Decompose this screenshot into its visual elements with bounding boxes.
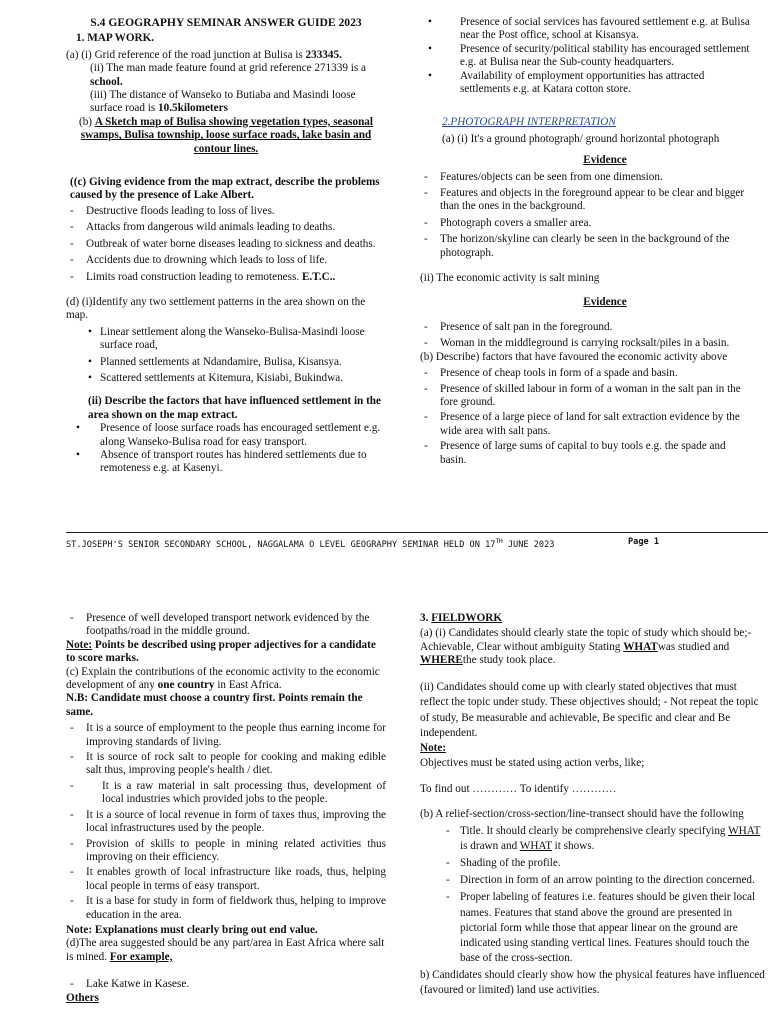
note-end-value: Note: Explanations must clearly bring out end value. <box>66 923 318 936</box>
contributions-list <box>66 722 386 922</box>
fieldwork-a: (a) (i) Candidates should clearly state the topic of study which should be;- Achievable, Clear without ambiguity Stating WHATwas studied and WHEREthe study took place. <box>420 627 752 667</box>
list-item: - Presence of cheap tools in form of a spade and basin. <box>420 367 750 380</box>
page-separator <box>0 556 768 602</box>
objectives-text: Objectives must be stated using action verbs, like; <box>420 757 645 770</box>
list-item: - Presence of large sums of capital to buy tools e.g. the spade and basin. <box>420 440 750 467</box>
evidence-heading-2: Evidence <box>583 295 627 308</box>
problems-list <box>66 205 386 284</box>
list-item: - It is source of rock salt to people for cooking and making edible salt thus, improving people's health / diet. <box>66 751 386 778</box>
question-d-ii: (ii) Describe the factors that have influenced settlement in the area shown on the map extract. <box>88 395 381 421</box>
answer-a-i: (a) (i) Grid reference of the road junction at Bulisa is 233345. <box>66 48 342 61</box>
list-item: - Photograph covers a smaller area. <box>420 217 750 230</box>
question-c-heading: ((c) Giving evidence from the map extract, describe the problems caused by the presence of Lake Albert. <box>70 176 380 202</box>
settlement-factors-list <box>420 16 750 96</box>
list-item: - Limits road construction leading to remoteness. E.T.C.. <box>66 271 386 284</box>
others-label: Others <box>66 991 99 1004</box>
evidence-heading-1: Evidence <box>583 154 627 167</box>
page1-right-column <box>420 16 750 467</box>
fieldwork-b: (b) A relief-section/cross-section/line-transect should have the following <box>420 808 744 821</box>
list-item: - Destructive floods leading to loss of lives. <box>66 205 386 218</box>
photo-answer-a: (a) (i) It's a ground photograph/ ground horizontal photograph <box>442 132 720 145</box>
question-d-area: (d)The area suggested should be any part/area in East Africa where salt is mined. For example, <box>66 937 385 963</box>
page-footer <box>66 532 768 551</box>
list-item: - Presence of salt pan in the foreground. <box>420 321 750 334</box>
find-out-text: To find out ………… To identify ………… <box>420 782 617 795</box>
evidence-list-2 <box>420 321 750 351</box>
list-item: - Direction in form of an arrow pointing to the direction concerned. <box>420 873 766 888</box>
list-item: - Features/objects can be seen from one dimension. <box>420 171 750 184</box>
photo-answer-b: (b) Describe) factors that have favoured the economic activity above <box>420 350 728 363</box>
question-c-contributions: (c) Explain the contributions of the economic activity to the economic development of any one country in East Africa. <box>66 665 380 692</box>
list-item: - Attacks from dangerous wild animals leading to deaths. <box>66 221 386 234</box>
section-fieldwork: 3. FIELDWORK <box>420 612 503 624</box>
list-item: - Outbreak of water borne diseases leading to sickness and deaths. <box>66 238 386 251</box>
list-item: - Presence of well developed transport network evidenced by the footpaths/road in the middle ground. <box>66 612 386 639</box>
list-item: - It is a raw material in salt processing thus, development of local industries which provided jobs to the people. <box>66 780 386 807</box>
list-item: - Presence of a large piece of land for salt extraction evidence by the wide area with salt pans. <box>420 411 750 438</box>
note-adjectives: Note: Points be described using proper adjectives for a candidate to score marks. <box>66 638 376 665</box>
page-2 <box>0 602 768 1024</box>
list-item: • Presence of security/political stability has encouraged settlement e.g. at Bulisa near the Sub-county headquarters. <box>420 43 750 70</box>
list-item: - Shading of the profile. <box>420 856 766 871</box>
footer-school: ST.JOSEPH'S SENIOR SECONDARY SCHOOL, NAGGALAMA O LEVEL GEOGRAPHY SEMINAR HELD ON 17TH JUNE 2023 <box>66 538 555 550</box>
page1-left-column <box>66 16 386 476</box>
photo-answer-a-ii: (ii) The economic activity is salt mining <box>420 272 600 285</box>
list-item: • Planned settlements at Ndandamire, Bulisa, Kisansya. <box>78 356 386 369</box>
economic-factors-list <box>420 367 750 467</box>
list-item: - The horizon/skyline can clearly be seen in the background of the photograph. <box>420 233 750 260</box>
list-item: - Accidents due to drowning which leads to loss of life. <box>66 254 386 267</box>
list-item: • Absence of transport routes has hindered settlements due to remoteness e.g. at Kasenyi. <box>66 449 386 476</box>
list-item: • Presence of loose surface roads has encouraged settlement e.g. along Wanseko-Bulisa road for easy transport. <box>66 422 386 449</box>
list-item: - Lake Katwe in Kasese. <box>66 978 386 991</box>
salt-areas-list <box>66 978 386 991</box>
fieldwork-ii: (ii) Candidates should come up with clearly stated objectives that must reflect the topic under study. These objectives should; - Not repeat the topic of study, Be measurable and achievable, Be specific and clear and Be independent. <box>420 680 759 740</box>
list-item: - It is a source of employment to the people thus earning income for improving standards of living. <box>66 722 386 749</box>
footer-page-number: Page 1 <box>628 537 660 547</box>
transport-item <box>66 612 386 639</box>
list-item: - Title. It should clearly be comprehensive clearly specifying WHAT is drawn and WHAT it shows. <box>420 824 766 854</box>
list-item: - It enables growth of local infrastructure like roads, thus, helping local people in terms of easy transport. <box>66 866 386 893</box>
list-item: - Presence of skilled labour in form of a woman in the salt pan in the fore ground. <box>420 383 750 410</box>
doc-title: S.4 GEOGRAPHY SEMINAR ANSWER GUIDE 2023 <box>90 16 362 29</box>
answer-b: (b) A Sketch map of Bulisa showing vegetation types, seasonal swamps, Bulisa township, loose surface roads, lake basin and contour lines. <box>78 115 373 155</box>
question-d: (d) (i)Identify any two settlement patterns in the area shown on the map. <box>66 295 366 322</box>
fieldwork-b2: b) Candidates should clearly show how the physical features have influenced (favoured or limited) land use activities. <box>420 969 765 997</box>
list-item: • Scattered settlements at Kitemura, Kisiabi, Bukindwa. <box>78 372 386 385</box>
evidence-list-1 <box>420 171 750 260</box>
settlement-patterns-list <box>66 326 386 386</box>
list-item: - It is a source of local revenue in form of taxes thus, improving the local infrastructures used by the people. <box>66 809 386 836</box>
list-item: - Proper labeling of features i.e. features should be given their local names. Features that stand above the ground are presented in pictorial form while those that appear linear on the ground are indicated using standing vertical lines. Features should touch the base of the cross-section. <box>420 890 766 966</box>
list-item: - Features and objects in the foreground appear to be clear and bigger than the ones in the background. <box>420 187 750 214</box>
list-item: • Availability of employment opportunities has attracted settlements e.g. at Katara cotton store. <box>420 70 750 97</box>
list-item: • Presence of social services has favoured settlement e.g. at Bulisa near the Post office, school at Kisansya. <box>420 16 750 43</box>
list-item: - It is a base for study in form of fieldwork thus, helping to improve education in the area. <box>66 895 386 922</box>
nb-note: N.B: Candidate must choose a country first. Points remain the same. <box>66 692 363 718</box>
section-map-work: 1. MAP WORK. <box>76 32 155 45</box>
answer-a-iii: (iii) The distance of Wanseko to Butiaba and Masindi loose surface road is 10.5kilometers <box>90 89 356 115</box>
factors-list <box>66 422 386 476</box>
list-item: - Woman in the middleground is carrying rocksalt/piles in a basin. <box>420 337 750 350</box>
page2-left-column <box>66 612 386 1005</box>
answer-a-ii: (ii) The man made feature found at grid reference 271339 is a school. <box>90 62 366 88</box>
cross-section-list <box>420 824 766 967</box>
section-photograph: 2.PHOTOGRAPH INTERPRETATION <box>442 116 616 129</box>
page2-right-column <box>420 612 766 998</box>
fieldwork-note: Note: <box>420 742 447 754</box>
list-item: • Linear settlement along the Wanseko-Bulisa-Masindi loose surface road, <box>78 326 386 353</box>
list-item: - Provision of skills to people in mining related activities thus improving on their efficiency. <box>66 838 386 865</box>
